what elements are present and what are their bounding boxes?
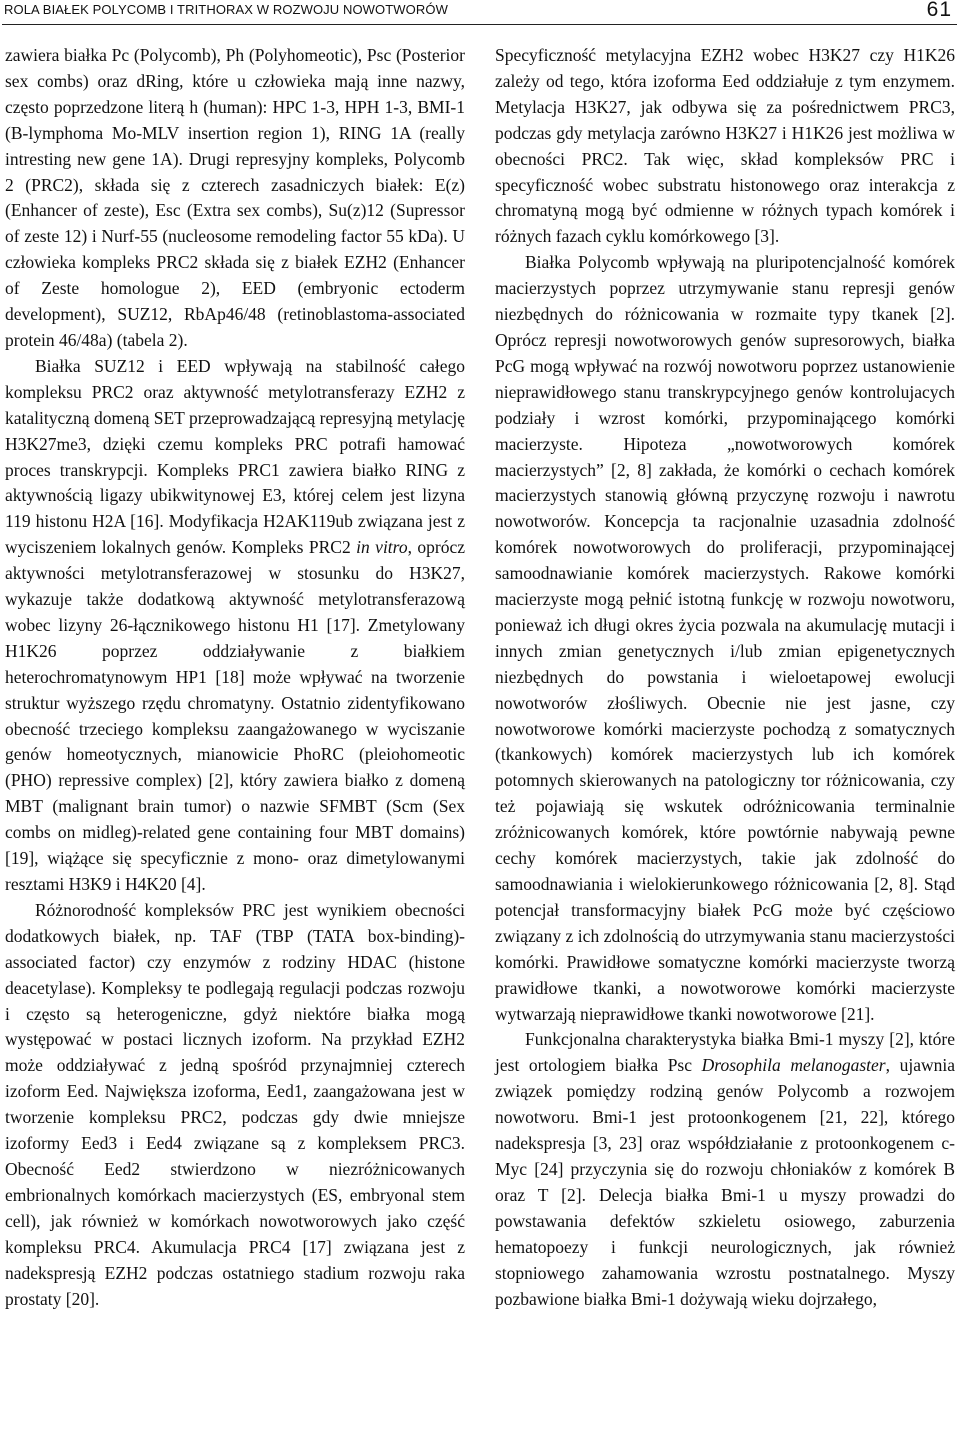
running-head: ROLA BIAŁEK POLYCOMB I TRITHORAX W ROZWOJU NOWOTWORÓW	[4, 2, 448, 17]
paragraph: Różnorodność kompleksów PRC jest wynikiem obecności dodatkowych białek, np. TAF (TBP (TATA box-binding)-associated factor) czy enzymów z rodziny HDAC (histone deacetylase). Kompleksy te podlegają regulacji podczas rozwoju i często są heterogeniczne, gdyż niektóre białka mogą występować w postaci licznych izoform. Na przykład EZH2 może oddziaływać z jedną spośród przynajmniej czterech izoform Eed. Największa izoforma, Eed1, zaangażowana jest w tworzenie kompleksu PRC2, podczas gdy dwie mniejsze izoformy Eed3 i Eed4 związane są z kompleksem PRC3. Obecność Eed2 stwierdzono w niezróżnicowanych embrionalnych komórkach macierzystych (ES, embryonal stem cell), jak również w komórkach nowotworowych jako część kompleksu PRC4. Akumulacja PRC4 [17] związana jest z nadekspresją EZH2 podczas ostatniego stadium rozwoju raka prostaty [20].	[5, 899, 465, 1309]
header-rule	[2, 24, 957, 25]
right-column	[495, 43, 955, 1312]
paragraph-text: , ujawnia związek pomiędzy rodziną genów Polycomb a rozwojem nowotworu. Bmi-1 jest protoonkogenem [21, 22], którego nadekspresja [3, 23] oraz współdziałanie z protoonkogenem c-Myc [24] przyczynia się do rozwoju chłoniaków z komórek B oraz T [2]. Delecja białka Bmi-1 u myszy prowadzi do powstawania defektów szkieletu osiowego, zaburzenia hematopoezy i funkcji neurologicznych, jak również stopniowego zahamowania wzrostu postnatalnego. Myszy pozbawione białka Bmi-1 dożywają wieku dojrzałego,	[495, 1055, 955, 1309]
italic-term: in vitro	[356, 537, 408, 558]
italic-term: Drosophila melanogaster	[701, 1055, 886, 1076]
paragraph-text: Białka SUZ12 i EED wpływają na stabilność całego kompleksu PRC2 oraz aktywność metylotransferazy EZH2 z katalityczną domeną SET przeprowadzającą represyjną metylację H3K27me3, dzięki czemu kompleks PRC potrafi hamować proces transkrypcji. Kompleks PRC1 zawiera białko RING z aktywnością ligazy ubikwitynowej E3, której celem jest lizyna 119 histonu H2A [16]. Modyfikacja H2AK119ub związana jest z wyciszeniem lokalnych genów. Kompleks PRC2	[5, 355, 465, 558]
paragraph: Białka Polycomb wpływają na pluripotencjalność komórek macierzystych poprzez utrzymywanie stanu represji genów niezbędnych do różnicowania w rozmaite typy tkanek [2]. Oprócz represji nowotworowych genów supresorowych, białka PcG mogą wpływać na rozwój nowotworu poprzez ustanowienie nieprawidłowego stanu transkrypcyjnego genów kontrolujacych podziały i wzrost komórki, przypominającego komórki macierzyste. Hipoteza „nowotworowych komórek macierzystych” [2, 8] zakłada, że komórki o cechach komórek macierzystych stanowią główną przyczynę rozwoju i nawrotu nowotworów. Koncepcja ta racjonalnie uzasadnia zdolność komórek nowotworowych do proliferacji, przypominającej samoodnawianie komórek macierzystych. Rakowe komórki macierzyste mogą pełnić istotną funkcję w rozwoju nowotworu, ponieważ ich długi okres życia pozwala na akumulację mutacji i innych zmian genetycznych i/lub zmian epigenetycznych niezbędnych do powstania i wieloetapowej ewolucji nowotworów złośliwych. Obecnie nie jest jasne, czy nowotworowe komórki macierzyste pochodzą z somatycznych (tkankowych) komórek macierzystych lub ich komórek potomnych skierowanych na patologiczny tor różnicowania, czy też pojawiają się wskutek odróżnicowania terminalnie zróżnicowanych komórek, które powtórnie nabywają pewne cechy komórek macierzystych, takie jak zdolność do samoodnawiania i wielokierunkowego różnicowania [2, 8]. Stąd potencjał transformacyjny białek PcG może być częściowo związany z ich zdolnością do utrzymywania stanu macierzystości komórki. Prawidłowe somatyczne komórki macierzyste tworzą prawidłowe tkanki, a nowotworowe komórki macierzyste wytwarzają nieprawidłowe tkanki nowotworowe [21].	[495, 252, 955, 1024]
paragraph: Specyficzność metylacyjna EZH2 wobec H3K27 czy H1K26 zależy od tego, która izoforma Eed oddziałuje z tym enzymem. Metylacja H3K27, jak odbywa się za pośrednictwem PRC3, podczas gdy metylacja zarówno H3K27 i H1K26 jest możliwa w obecności PRC2. Tak więc, skład kompleksów PRC i specyficzność wobec substratu histonowego oraz interakcja z chromatyną mogą być odmienne w różnych typach komórek i różnych fazach cyklu komórkowego [3].	[495, 45, 955, 247]
page-header	[0, 0, 960, 28]
left-column	[5, 43, 465, 1312]
paragraph: zawiera białka Pc (Polycomb), Ph (Polyhomeotic), Psc (Posterior sex combs) oraz dRing, które u człowieka mają inne nazwy, często poprzedzone literą h (human): HPC 1-3, HPH 1-3, BMI-1 (B-lymphoma Mo-MLV insertion region 1), RING 1A (really intresting new gene 1A). Drugi represyjny kompleks, Polycomb 2 (PRC2), składa się z czterech zasadniczych białek: E(z) (Enhancer of zeste), Esc (Extra sex combs), Su(z)12 (Supressor of zeste 12) i Nurf-55 (nucleosome remodeling factor 55 kDa). U człowieka kompleks PRC2 składa się z białek EZH2 (Enhancer of Zeste homologue 2), EED (embryonic ectoderm development), SUZ12, RbAp46/48 (retinoblastoma-associated protein 46/48a) (tabela 2).	[5, 45, 465, 350]
paragraph-text: Funkcjonalna charakterystyka białka Bmi-1 myszy [2], które jest ortologiem białka Psc	[495, 1029, 955, 1076]
paragraph	[495, 1027, 955, 1312]
page-number: 61	[926, 0, 952, 21]
paragraph	[5, 354, 465, 898]
paragraph-text: , oprócz aktywności metylotransferazowej w stosunku do H3K27, wykazuje także dodatkową aktywność metylotransferazową wobec lizyny 26-łącznikowego histonu H1 [17]. Zmetylowany H1K26 poprzez oddziaływanie z białkiem heterochromatynowym HP1 [18] może wpływać na tworzenie struktur wyższego rzędu chromatyny. Ostatnio zidentyfikowano obecność trzeciego kompleksu zaangażowanego w wyciszanie genów homeotycznych, mianowicie PhoRC (pleiohomeotic (PHO) repressive complex) [2], który zawiera białko z domeną MBT (malignant brain tumor) o nazwie SFMBT (Scm (Sex combs on midleg)-related gene containing four MBT domains) [19], wiążące się specyficznie z mono- oraz dimetylowanymi resztami H3K9 i H4K20 [4].	[5, 537, 465, 894]
